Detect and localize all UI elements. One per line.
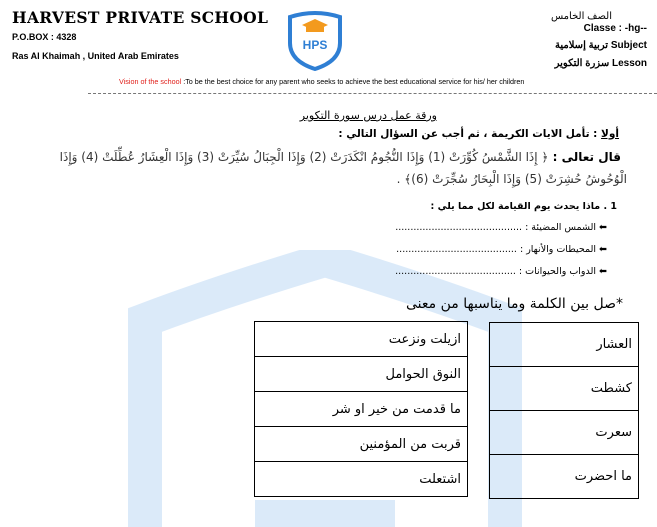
- answer-line-animals[interactable]: ⬅ الدواب والحيوانات : ........................................: [395, 266, 607, 277]
- question-one-label: أولا: [601, 128, 619, 140]
- school-logo-icon: [284, 9, 346, 71]
- verse-text-1: ﴿ إِذَا الشَّمْسُ كُوِّرَتْ (1) وَإِذَا النُّجُومُ انْكَدَرَتْ (2) وَإِذَا الْجِبَالُ سُيِّرَتْ (3) وَإِذَا الْعِشَارُ عُطِّلَتْ (4) وَإِذَا: [59, 150, 549, 164]
- word-cell[interactable]: ما احضرت: [490, 455, 639, 499]
- vision-label: Vision of the school: [119, 77, 182, 86]
- header-divider: [88, 93, 657, 94]
- school-vision: [119, 77, 524, 86]
- meaning-cell[interactable]: ما قدمت من خير او شر: [255, 392, 468, 427]
- logo-text: HPS: [302, 38, 328, 52]
- vision-text: :To be the best choice for any parent who seeks to achieve the best educational service for his/ her children: [181, 77, 525, 86]
- verse-line-2: الْوُحُوشُ حُشِرَتْ (5) وَإِذَا الْبِحَارُ سُجِّرَتْ (6)﴾ .: [396, 172, 627, 186]
- meaning-cell[interactable]: اشتعلت: [255, 462, 468, 497]
- question-what-happens: 1 . ماذا يحدث يوم القيامة لكل مما يلي :: [430, 201, 617, 212]
- worksheet-title: ورقة عمل درس سورة التكوير: [299, 109, 437, 122]
- school-name: HARVEST PRIVATE SCHOOL: [12, 8, 269, 27]
- answer-line-sun[interactable]: ⬅ الشمس المضيئة : ..........................................: [395, 222, 607, 233]
- grade-label: الصف الخامس: [550, 11, 612, 22]
- school-address: Ras Al Khaimah , United Arab Emirates: [12, 51, 179, 61]
- question-one-text: : تأمل الايات الكريمة ، ثم أجب عن السؤال التالي :: [338, 128, 602, 140]
- class-label: Classe : -hg--: [583, 23, 647, 34]
- po-box: P.O.BOX : 4328: [12, 32, 77, 42]
- word-cell[interactable]: العشار: [490, 323, 639, 367]
- lesson-label: سزرة التكوير Lesson: [554, 58, 647, 69]
- question-one: [338, 128, 619, 140]
- matching-title: *صل بين الكلمة وما يناسبها من معنى: [406, 296, 623, 312]
- subject-label: تربية إسلامية Subject: [554, 40, 647, 51]
- meaning-cell[interactable]: النوق الحوامل: [255, 357, 468, 392]
- words-table: [489, 322, 639, 499]
- answer-line-seas[interactable]: ⬅ المحيطات والأنهار : ........................................: [396, 244, 607, 255]
- verse-line-1: [60, 150, 621, 164]
- word-cell[interactable]: سعرت: [490, 411, 639, 455]
- meanings-table: [254, 321, 468, 497]
- word-cell[interactable]: كشطت: [490, 367, 639, 411]
- meaning-cell[interactable]: ازيلت ونزعت: [255, 322, 468, 357]
- meaning-cell[interactable]: قربت من المؤمنين: [255, 427, 468, 462]
- verse-intro: قال تعالى :: [548, 150, 621, 164]
